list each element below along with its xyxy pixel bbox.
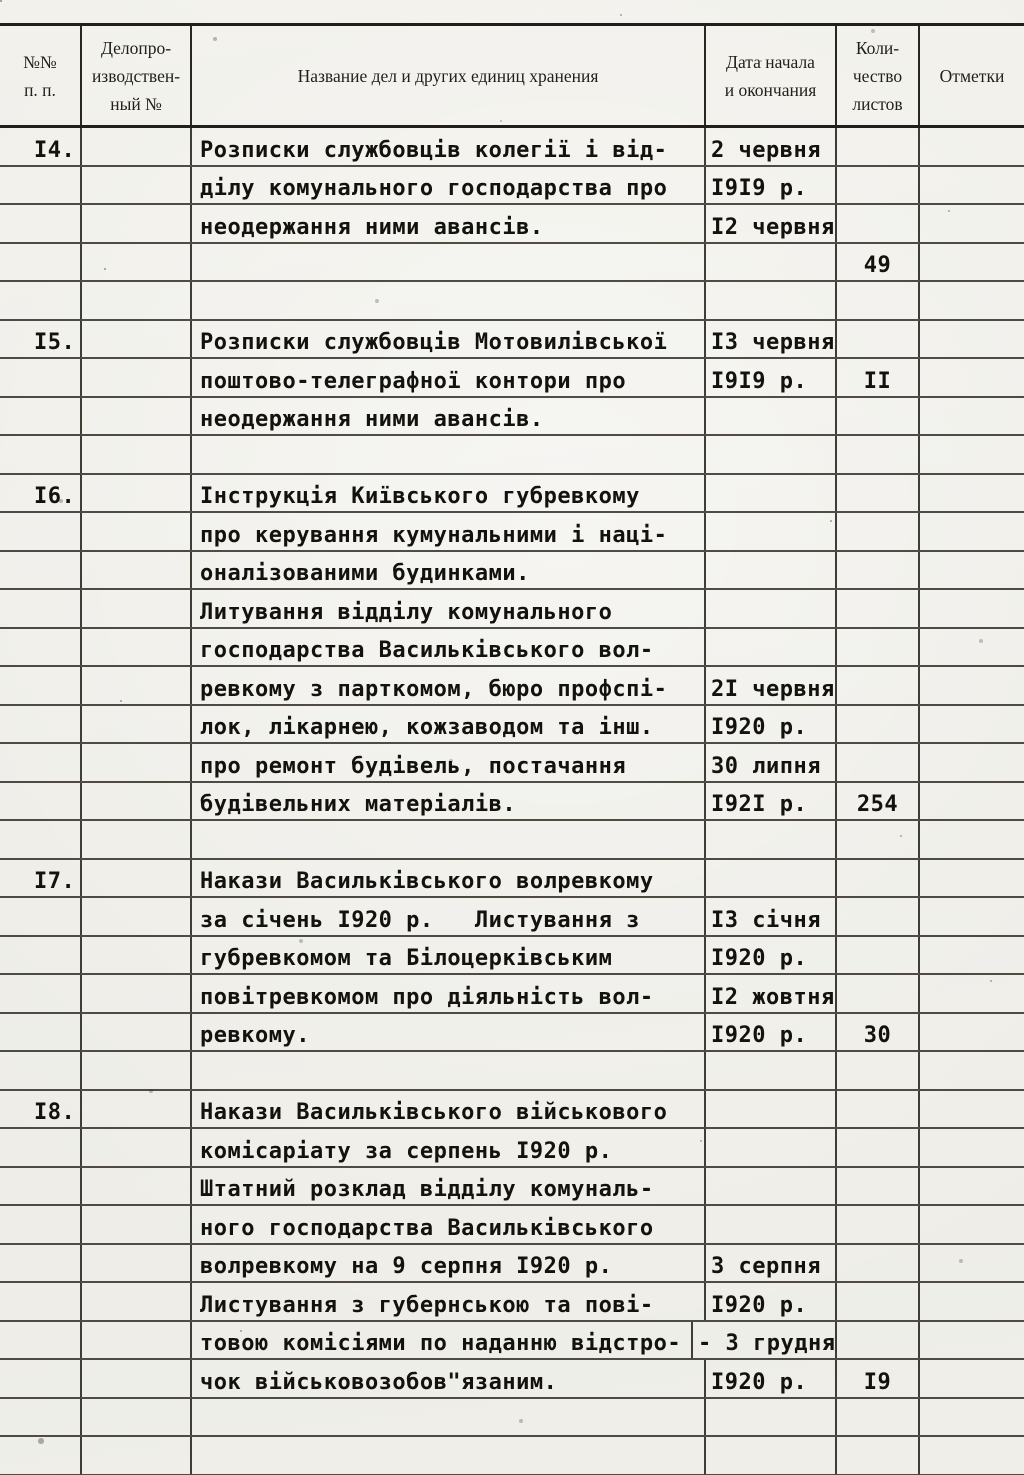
entry-number-cell [0,282,80,319]
date-cell [704,1091,835,1128]
notes-cell [918,513,1024,550]
sheet-count-cell [835,821,918,858]
notes-cell [918,1437,1024,1474]
sheet-count-cell [835,860,918,897]
title-cell: товою комісіями по наданню відстро- [190,1322,704,1359]
sheet-count-cell [835,1206,918,1243]
date-cell [704,1437,835,1474]
table-row [0,1206,1024,1245]
sheet-count-cell [835,436,918,473]
table-row [0,744,1024,783]
notes-cell [918,1052,1024,1089]
sheet-count-cell [835,1283,918,1320]
title-cell [190,436,704,473]
date-cell [704,1399,835,1436]
entry-number-cell [0,1129,80,1166]
sheet-count-cell [835,1091,918,1128]
table-row [0,1360,1024,1399]
header-line: чество [852,65,903,86]
entry-number-cell [0,1168,80,1205]
office-number-cell [80,244,190,281]
date-cell: I2 жовтня [704,975,835,1012]
title-cell: волревкому на 9 серпня I920 р. [190,1245,704,1282]
entry-number-cell [0,1322,80,1359]
table-row [0,475,1024,514]
sheet-count-cell: 49 [835,244,918,281]
title-cell: господарства Васильківського вол- [190,629,704,666]
title-cell: оналізованими будинками. [190,552,704,589]
entry-number-cell [0,244,80,281]
office-number-cell [80,398,190,435]
notes-cell [918,244,1024,281]
entry-number-cell [0,167,80,204]
table-row [0,513,1024,552]
notes-cell [918,1322,1024,1359]
office-number-cell [80,552,190,589]
notes-cell [918,898,1024,935]
office-number-cell [80,937,190,974]
table-row [0,860,1024,899]
entry-number-cell: I7. [34,869,76,894]
sheet-count-cell [835,128,918,165]
sheet-count-cell [835,706,918,743]
sheet-count-cell [835,1129,918,1166]
entry-number-cell [0,590,80,627]
header-line: п. п. [24,79,56,100]
sheet-count-cell: I9 [835,1360,918,1397]
date-cell: I3 червня [704,321,835,358]
date-cell [704,590,835,627]
date-cell [704,436,835,473]
sheet-count-cell [835,167,918,204]
header-entry-number [0,26,80,125]
table-row [0,1437,1024,1475]
entry-number-cell [0,667,80,704]
sheet-count-cell [835,205,918,242]
notes-cell [918,744,1024,781]
title-cell: ревкому. [190,1014,704,1051]
entry-number-cell [0,1014,80,1051]
sheet-count-cell: 30 [835,1014,918,1051]
office-number-cell [80,1399,190,1436]
title-cell: про ремонт будівель, постачання [190,744,704,781]
title-cell: Листування з губернською та пові- [190,1283,704,1320]
office-number-cell [80,475,190,512]
date-cell [704,1129,835,1166]
table-body [0,128,1024,1475]
notes-cell [918,590,1024,627]
sheet-count-cell [835,321,918,358]
sheet-count-cell [835,475,918,512]
date-cell: I9I9 р. [704,167,835,204]
entry-number-cell [0,1360,80,1397]
notes-cell [918,821,1024,858]
title-cell: за січень I920 р. Листування з [190,898,704,935]
date-cell [704,513,835,550]
sheet-count-cell: II [835,359,918,396]
date-cell: 3 серпня [704,1245,835,1282]
notes-cell [918,706,1024,743]
office-number-cell [80,744,190,781]
date-cell: I920 р. [704,1014,835,1051]
entry-number-cell: I6. [34,484,76,509]
date-cell [704,1168,835,1205]
sheet-count-cell [835,975,918,1012]
entry-number-cell [0,1052,80,1089]
entry-number-cell [0,1245,80,1282]
notes-cell [918,1168,1024,1205]
header-line: Дата начала [726,51,815,72]
title-cell [190,1052,704,1089]
table-row [0,1322,1024,1361]
title-cell: ревкому з парткомом, бюро профспі- [190,667,704,704]
office-number-cell [80,1129,190,1166]
table-row [0,436,1024,475]
sheet-count-cell [835,629,918,666]
entry-number-cell [0,1206,80,1243]
office-number-cell [80,667,190,704]
header-line: Делопро- [100,37,172,58]
table-row [0,128,1024,167]
office-number-cell [80,1206,190,1243]
entry-number-cell [0,937,80,974]
sheet-count-cell [835,744,918,781]
table-row [0,359,1024,398]
entry-number-cell [0,629,80,666]
header-line: ный № [110,93,162,114]
date-cell: - 3 грудня [691,1322,822,1359]
notes-cell [918,975,1024,1012]
date-cell: 2 червня [704,128,835,165]
entry-number-cell [0,898,80,935]
title-cell [190,1437,704,1474]
table-row [0,1245,1024,1284]
notes-cell [918,475,1024,512]
notes-cell [918,398,1024,435]
title-cell: будівельних матеріалів. [190,783,704,820]
office-number-cell [80,1322,190,1359]
date-cell: I92I р. [704,783,835,820]
sheet-count-cell [835,398,918,435]
table-row [0,667,1024,706]
title-cell: Інструкція Київського губревкому [190,475,704,512]
notes-cell [918,359,1024,396]
notes-cell [918,167,1024,204]
office-number-cell [80,1052,190,1089]
sheet-count-cell [835,898,918,935]
office-number-cell [80,975,190,1012]
date-cell [704,244,835,281]
notes-cell [918,282,1024,319]
title-cell: комісаріату за серпень I920 р. [190,1129,704,1166]
table-row [0,205,1024,244]
header-title [190,26,704,125]
office-number-cell [80,513,190,550]
notes-cell [918,1206,1024,1243]
title-cell: Накази Васильківського волревкому [190,860,704,897]
notes-cell [918,128,1024,165]
entry-number-cell [0,821,80,858]
notes-cell [918,436,1024,473]
sheet-count-cell [835,1052,918,1089]
sheet-count-cell [835,667,918,704]
date-cell: I920 р. [704,937,835,974]
table-row [0,783,1024,822]
table-row [0,552,1024,591]
entry-number-cell [0,706,80,743]
date-cell: I9I9 р. [704,359,835,396]
table-row [0,1129,1024,1168]
header-line: №№ [23,51,57,72]
notes-cell [918,937,1024,974]
table-row [0,1283,1024,1322]
title-cell: ного господарства Васильківського [190,1206,704,1243]
title-cell: ділу комунального господарства про [190,167,704,204]
date-cell [704,860,835,897]
header-line: Отметки [939,65,1005,86]
sheet-count-cell [835,590,918,627]
sheet-count-cell [835,552,918,589]
table-row [0,167,1024,206]
notes-cell [918,1091,1024,1128]
office-number-cell [80,898,190,935]
date-cell [704,1206,835,1243]
title-cell: Накази Васильківського військового [190,1091,704,1128]
entry-number-cell [0,436,80,473]
table-row [0,821,1024,860]
table-row [0,244,1024,283]
notes-cell [918,552,1024,589]
table-row [0,975,1024,1014]
notes-cell [918,1245,1024,1282]
title-cell: лок, лікарнею, кожзаводом та інш. [190,706,704,743]
title-cell: поштово-телеграфної контори про [190,359,704,396]
notes-cell [918,667,1024,704]
header-line: изводствен- [91,65,181,86]
table-row [0,282,1024,321]
header-line: листов [852,93,903,114]
notes-cell [918,860,1024,897]
title-cell: губревкомом та Білоцерківським [190,937,704,974]
sheet-count-cell [835,1322,918,1359]
entry-number-cell [0,783,80,820]
notes-cell [918,321,1024,358]
table-row [0,1168,1024,1207]
office-number-cell [80,436,190,473]
office-number-cell [80,860,190,897]
header-line: Название дел и других единиц хранения [297,65,599,86]
sheet-count-cell [835,1245,918,1282]
sheet-count-cell [835,513,918,550]
office-number-cell [80,706,190,743]
sheet-count-cell [835,1168,918,1205]
date-cell: I920 р. [704,706,835,743]
table-row [0,590,1024,629]
office-number-cell [80,282,190,319]
office-number-cell [80,783,190,820]
title-cell: Штатний розклад відділу комуналь- [190,1168,704,1205]
office-number-cell [80,1360,190,1397]
entry-number-cell [0,1283,80,1320]
table-row [0,898,1024,937]
entry-number-cell [0,1437,80,1474]
office-number-cell [80,1245,190,1282]
table-header [0,23,1024,128]
office-number-cell [80,1168,190,1205]
sheet-count-cell [835,1437,918,1474]
entry-number-cell [0,975,80,1012]
header-line: и окончания [724,79,817,100]
office-number-cell [80,359,190,396]
sheet-count-cell [835,937,918,974]
title-cell [190,1399,704,1436]
office-number-cell [80,205,190,242]
date-cell [704,1052,835,1089]
entry-number-cell: I5. [34,330,76,355]
title-cell [190,244,704,281]
notes-cell [918,1399,1024,1436]
notes-cell [918,1014,1024,1051]
notes-cell [918,1129,1024,1166]
sheet-count-cell [835,282,918,319]
title-cell: неодержання ними авансів. [190,205,704,242]
scan-noise [0,0,2,2]
entry-number-cell [0,398,80,435]
title-cell: повітревкомом про діяльність вол- [190,975,704,1012]
entry-number-cell [0,744,80,781]
office-number-cell [80,321,190,358]
office-number-cell [80,821,190,858]
title-cell [190,821,704,858]
table-row [0,937,1024,976]
date-cell [704,552,835,589]
notes-cell [918,205,1024,242]
date-cell [704,282,835,319]
date-cell: I2 червня [704,205,835,242]
office-number-cell [80,1091,190,1128]
entry-number-cell: I8. [34,1100,76,1125]
date-cell [704,475,835,512]
inventory-table [0,23,1024,1475]
title-cell: Розписки службовців колегії і від- [190,128,704,165]
entry-number-cell [0,205,80,242]
table-row [0,1052,1024,1091]
date-cell [704,629,835,666]
entry-number-cell [0,1399,80,1436]
date-cell: I920 р. [704,1360,835,1397]
table-row [0,398,1024,437]
date-cell [704,821,835,858]
table-row [0,321,1024,360]
table-row [0,1014,1024,1053]
office-number-cell [80,167,190,204]
sheet-count-cell: 254 [835,783,918,820]
date-cell: I3 січня [704,898,835,935]
header-notes [918,26,1024,125]
office-number-cell [80,128,190,165]
notes-cell [918,1360,1024,1397]
table-row [0,629,1024,668]
table-row [0,1091,1024,1130]
office-number-cell [80,1283,190,1320]
title-cell: про керування кумунальними і наці- [190,513,704,550]
office-number-cell [80,1437,190,1474]
date-cell: 2I червня [704,667,835,704]
title-cell: Розписки службовців Мотовилівської [190,321,704,358]
entry-number-cell: I4. [34,137,76,163]
date-cell [704,398,835,435]
header-dates [704,26,835,125]
office-number-cell [80,1014,190,1051]
notes-cell [918,629,1024,666]
title-cell [190,282,704,319]
office-number-cell [80,590,190,627]
table-row [0,706,1024,745]
date-cell: I920 р. [704,1283,835,1320]
date-cell: 30 липня [704,744,835,781]
title-cell: неодержання ними авансів. [190,398,704,435]
office-number-cell [80,629,190,666]
notes-cell [918,1283,1024,1320]
header-sheet-count [835,26,918,125]
entry-number-cell [0,359,80,396]
entry-number-cell [0,513,80,550]
notes-cell [918,783,1024,820]
header-line: Коли- [855,37,900,58]
sheet-count-cell [835,1399,918,1436]
table-row [0,1399,1024,1438]
header-office-number [80,26,190,125]
entry-number-cell [0,552,80,589]
title-cell: чок військовозобов"язаним. [190,1360,704,1397]
title-cell: Литування відділу комунального [190,590,704,627]
